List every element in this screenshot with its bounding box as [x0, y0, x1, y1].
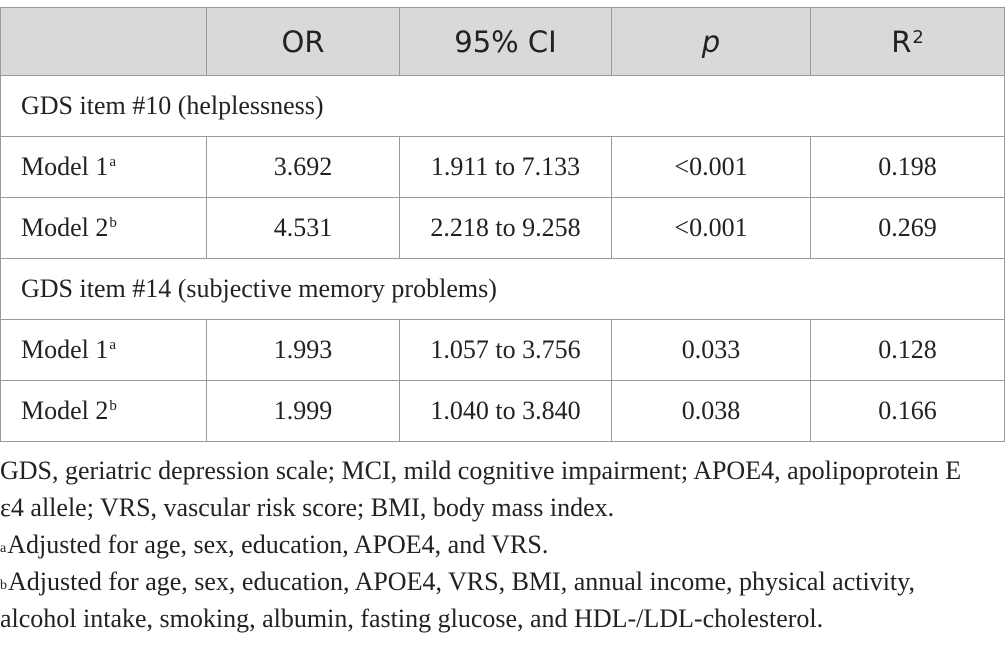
table-row — [1, 137, 1005, 198]
table-row — [1, 198, 1005, 259]
footnote-b-continued: alcohol intake, smoking, albumin, fasting glucose, and HDL-/LDL-cholesterol. — [0, 604, 824, 633]
ci-cell: 1.057 to 3.756 — [400, 320, 612, 381]
or-cell: 3.692 — [207, 137, 400, 198]
results-table — [0, 7, 1005, 442]
header-or: OR — [207, 8, 400, 76]
r2-cell: 0.198 — [811, 137, 1005, 198]
table-footnotes — [0, 452, 1004, 637]
footnote-a-mark: a — [0, 541, 7, 556]
or-cell: 1.993 — [207, 320, 400, 381]
footnote-mark: a — [109, 337, 117, 353]
footnote-b-text-1: Adjusted for age, sex, education, APOE4, VRS, BMI, annual income, physical activity, — [8, 567, 915, 596]
r2-cell: 0.269 — [811, 198, 1005, 259]
p-cell: 0.038 — [612, 381, 811, 442]
group-row — [1, 76, 1005, 137]
table-row — [1, 381, 1005, 442]
model-cell — [1, 137, 207, 198]
p-cell: 0.033 — [612, 320, 811, 381]
ci-cell: 1.040 to 3.840 — [400, 381, 612, 442]
p-cell: <0.001 — [612, 137, 811, 198]
header-ci: 95% CI — [400, 8, 612, 76]
abbreviations-line-2: ε4 allele; VRS, vascular risk score; BMI, body mass index. — [0, 493, 615, 522]
model-cell — [1, 198, 207, 259]
footnote-a — [0, 526, 1004, 563]
group-label: GDS item #14 (subjective memory problems) — [1, 259, 1005, 320]
model-label: Model 1 — [21, 152, 109, 181]
header-r2-base: R — [891, 24, 912, 59]
group-row — [1, 259, 1005, 320]
model-cell — [1, 381, 207, 442]
p-cell: <0.001 — [612, 198, 811, 259]
footnote-mark: a — [109, 154, 117, 170]
r2-cell: 0.166 — [811, 381, 1005, 442]
model-label: Model 2 — [21, 396, 109, 425]
table-row — [1, 320, 1005, 381]
footnote-b — [0, 563, 1004, 600]
r2-cell: 0.128 — [811, 320, 1005, 381]
header-r2-sup: 2 — [912, 26, 924, 48]
model-label: Model 1 — [21, 335, 109, 364]
or-cell: 1.999 — [207, 381, 400, 442]
table-header-row — [1, 8, 1005, 76]
header-r2 — [811, 8, 1005, 76]
ci-cell: 1.911 to 7.133 — [400, 137, 612, 198]
header-blank — [1, 8, 207, 76]
header-p: p — [612, 8, 811, 76]
abbreviations-line-1: GDS, geriatric depression scale; MCI, mild cognitive impairment; APOE4, apolipoprotein E — [0, 456, 962, 485]
footnote-mark: b — [109, 215, 117, 231]
or-cell: 4.531 — [207, 198, 400, 259]
ci-cell: 2.218 to 9.258 — [400, 198, 612, 259]
group-label: GDS item #10 (helplessness) — [1, 76, 1005, 137]
footnote-b-mark: b — [0, 578, 7, 593]
model-label: Model 2 — [21, 213, 109, 242]
model-cell — [1, 320, 207, 381]
footnote-mark: b — [109, 398, 117, 414]
footnote-a-text: Adjusted for age, sex, education, APOE4, and VRS. — [7, 530, 549, 559]
